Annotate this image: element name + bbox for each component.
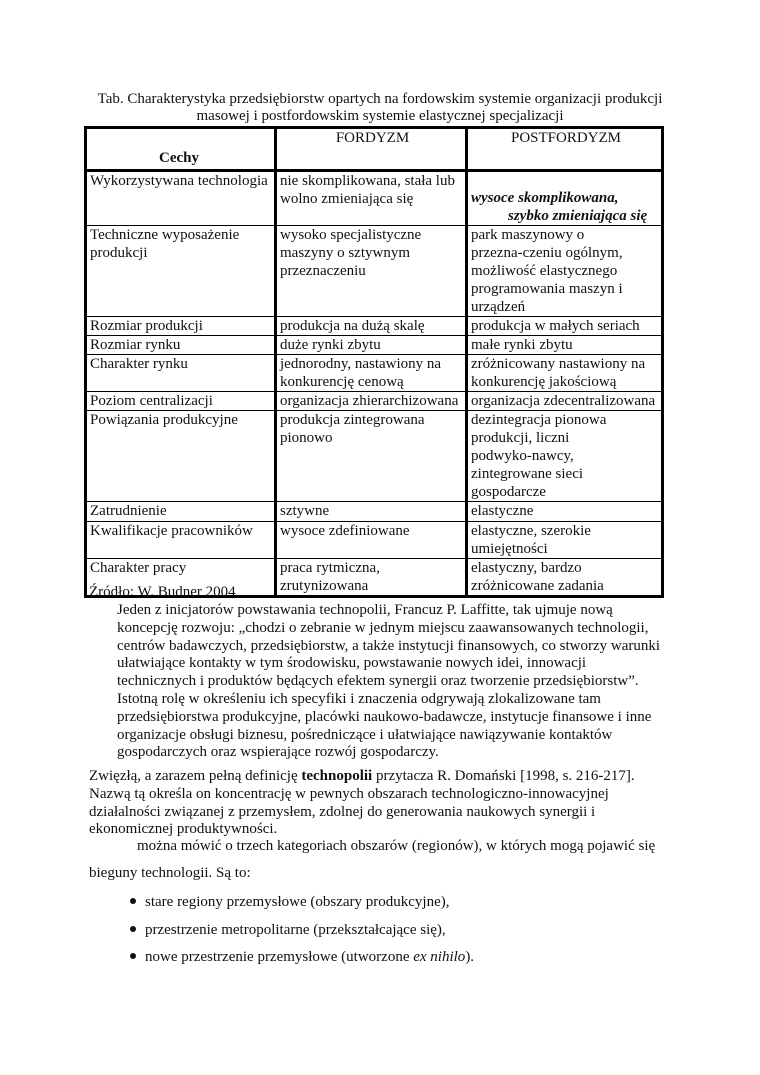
paragraph-line: koncepcję rozwoju: „chodzi o zebranie w jednym miejscu zaawansowanych technologii, bbox=[117, 619, 649, 636]
cell-feature: Charakter pracy bbox=[86, 559, 276, 597]
cell-feature: Poziom centralizacji bbox=[86, 392, 276, 411]
table-row bbox=[86, 502, 663, 522]
cell-postfordyzm: elastyczne bbox=[467, 502, 663, 522]
cell-postfordyzm: dezintegracja pionowa produkcji, liczni podwyko-nawcy, zintegrowane sieci gospodarcze bbox=[467, 411, 663, 502]
bullet-italic: ex nihilo bbox=[413, 949, 466, 965]
table-header-row bbox=[86, 128, 663, 171]
cell-fordyzm: organizacja zhierarchizowana bbox=[276, 392, 467, 411]
bullet-icon bbox=[130, 926, 136, 932]
cell-feature: Techniczne wyposażenie produkcji bbox=[86, 226, 276, 317]
cell-postfordyzm bbox=[467, 171, 663, 226]
cell-postfordyzm: organizacja zdecentralizowana bbox=[467, 392, 663, 411]
caption-line: masowej i postfordowskim systemie elastycznej specjalizacji bbox=[196, 108, 564, 124]
cell-feature: Wykorzystywana technologia bbox=[86, 171, 276, 226]
cell-fordyzm: wysoce zdefiniowane bbox=[276, 522, 467, 559]
cell-fordyzm: produkcja na dużą skalę bbox=[276, 317, 467, 336]
table-row bbox=[86, 226, 663, 317]
bullet-item bbox=[130, 949, 474, 966]
paragraph-domanski bbox=[89, 768, 635, 839]
paragraph-poles: bieguny technologii. Są to: bbox=[89, 865, 251, 881]
table-row bbox=[86, 411, 663, 502]
cell-fordyzm: sztywne bbox=[276, 502, 467, 522]
cell-feature: Kwalifikacje pracowników bbox=[86, 522, 276, 559]
cell-fordyzm: nie skomplikowana, stała lub wolno zmieniająca się bbox=[276, 171, 467, 226]
cell-postfordyzm: zróżnicowany nastawiony na konkurencję jakościową bbox=[467, 355, 663, 392]
bullet-item bbox=[130, 922, 446, 939]
paragraph-line: technicznych i produktów będących efektem synergii oraz tworzenie przedsiębiorstw”. bbox=[117, 673, 639, 690]
paragraph-line: ekonomicznej produktywności. bbox=[89, 821, 278, 838]
paragraph-line: centrów badawczych, przedsiębiorstw, a także instytucji finansowych, co stworzy warunki bbox=[117, 637, 661, 654]
paragraph-line: gospodarczych oraz wspierające rozwój gospodarczy. bbox=[117, 744, 439, 761]
cell-feature: Zatrudnienie bbox=[86, 502, 276, 522]
paragraph-line: Jeden z inicjatorów powstawania technopolii, Francuz P. Laffitte, tak ujmuje nową bbox=[117, 602, 613, 618]
table-row bbox=[86, 355, 663, 392]
cell-postfordyzm: produkcja w małych seriach bbox=[467, 317, 663, 336]
paragraph-categories: można mówić o trzech kategoriach obszarów (regionów), w których mogą pojawić się bbox=[137, 838, 656, 854]
cell-postfordyzm: park maszynowy o przezna-czeniu ogólnym, możliwość elastycznego programowania maszyn i urządzeń bbox=[467, 226, 663, 317]
bullet-text: stare regiony przemysłowe (obszary produkcyjne), bbox=[145, 894, 450, 910]
cell-postfordyzm: małe rynki zbytu bbox=[467, 336, 663, 355]
cell-feature: Charakter rynku bbox=[86, 355, 276, 392]
paragraph-line: Istotną rolę w określeniu ich specyfiki i znaczenia odgrywają zlokalizowane tam bbox=[117, 690, 601, 707]
table-caption bbox=[60, 91, 700, 125]
cell-postfordyzm: elastyczne, szerokie umiejętności bbox=[467, 522, 663, 559]
emphasis-line: szybko zmieniająca się bbox=[508, 208, 648, 224]
table-row bbox=[86, 392, 663, 411]
source-note: Źródło: W. Budner 2004 bbox=[89, 584, 236, 600]
table-row bbox=[86, 336, 663, 355]
paragraph-laffitte bbox=[117, 602, 660, 762]
bullet-item bbox=[130, 894, 449, 911]
bullet-text: nowe przestrzenie przemysłowe (utworzone bbox=[145, 949, 414, 965]
cell-feature: Powiązania produkcyjne bbox=[86, 411, 276, 502]
paragraph-line: działalności związanej z przemysłem, zdolnej do generowania naukowych synergii i bbox=[89, 803, 596, 820]
bold-term: technopolii bbox=[301, 768, 373, 784]
bullet-icon bbox=[130, 898, 136, 904]
text: Zwięzłą, a zarazem pełną definicję bbox=[89, 768, 302, 784]
table-row bbox=[86, 317, 663, 336]
paragraph-line: organizacje obsługi biznesu, pośredniczące i ułatwiające nawiązywanie kontaktów bbox=[117, 726, 613, 743]
cell-feature: Rozmiar produkcji bbox=[86, 317, 276, 336]
text: przytacza R. Domański [1998, s. 216-217]. bbox=[372, 768, 635, 784]
cell-fordyzm: produkcja zintegrowana pionowo bbox=[276, 411, 467, 502]
cell-feature: Rozmiar rynku bbox=[86, 336, 276, 355]
paragraph-line: przedsiębiorstwa produkcyjne, placówki naukowo-badawcze, instytucje finansowe i inne bbox=[117, 708, 652, 725]
cell-fordyzm: praca rytmiczna, zrutynizowana bbox=[276, 559, 467, 597]
cell-fordyzm: duże rynki zbytu bbox=[276, 336, 467, 355]
cell-postfordyzm: elastyczny, bardzo zróżnicowane zadania bbox=[467, 559, 663, 597]
bullet-text: ). bbox=[465, 949, 475, 965]
emphasis-text bbox=[471, 172, 661, 225]
caption-line: Tab. Charakterystyka przedsiębiorstw opartych na fordowskim systemie organizacji produkcji bbox=[97, 91, 663, 107]
comparison-table bbox=[84, 126, 664, 598]
paragraph-line: Nazwą tą określa on koncentrację w pewnych obszarach technologiczno-innowacyjnej bbox=[89, 785, 609, 802]
emphasis-line: wysoce skomplikowana, bbox=[471, 190, 619, 206]
header-cechy: Cechy bbox=[86, 128, 276, 171]
bullet-icon bbox=[130, 953, 136, 959]
table-row bbox=[86, 171, 663, 226]
bullet-text: przestrzenie metropolitarne (przekształcające się), bbox=[145, 922, 446, 938]
table-row bbox=[86, 522, 663, 559]
header-fordyzm: FORDYZM bbox=[276, 128, 467, 171]
paragraph-line bbox=[89, 768, 635, 786]
cell-fordyzm: jednorodny, nastawiony na konkurencję cenową bbox=[276, 355, 467, 392]
cell-fordyzm: wysoko specjalistyczne maszyny o sztywnym przeznaczeniu bbox=[276, 226, 467, 317]
paragraph-line: ułatwiające kontakty w tym środowisku, powstawanie nowych idei, innowacji bbox=[117, 655, 587, 672]
header-postfordyzm: POSTFORDYZM bbox=[467, 128, 663, 171]
